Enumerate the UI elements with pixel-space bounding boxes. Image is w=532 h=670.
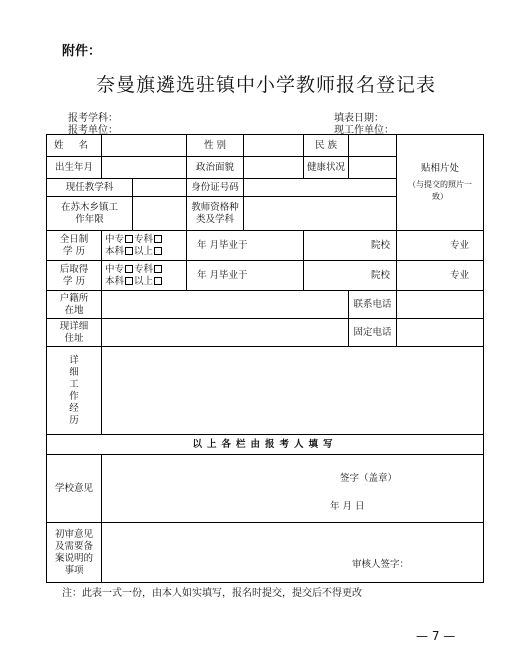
parttime-options[interactable]: 中专 专科 本科 以上 [102, 261, 187, 291]
section-heading: 以上各栏由报考人填写 [47, 435, 484, 455]
footnote: 注：此表一式一份，由本人如实填写，报名时提交，提交后不得更改 [62, 588, 362, 599]
qualification-field[interactable] [244, 197, 397, 231]
years-label: 在苏木乡镇工作年限 [47, 197, 133, 231]
parttime-school: 院校 [304, 261, 397, 291]
gender-field[interactable] [244, 135, 304, 157]
photo-label: 贴相片处 [420, 162, 459, 174]
checkbox-icon[interactable] [125, 265, 133, 273]
id-number-field[interactable] [244, 179, 397, 197]
checkbox-icon[interactable] [125, 247, 133, 255]
current-unit-label: 现工作单位： [334, 125, 394, 136]
political-label: 政治面貌 [187, 157, 244, 179]
school-opinion-label: 学校意见 [47, 455, 102, 523]
fulltime-major: 专业 [397, 231, 484, 261]
fixed-phone-field[interactable] [397, 319, 484, 347]
id-number-label: 身份证号码 [187, 179, 244, 197]
current-subject-label: 现任教学科 [47, 179, 133, 197]
checkbox-icon[interactable] [154, 247, 162, 255]
birth-field[interactable] [102, 157, 187, 179]
name-label: 姓 名 [47, 135, 102, 157]
health-label: 健康状况 [304, 157, 349, 179]
school-opinion-field[interactable] [102, 455, 484, 523]
years-field[interactable] [133, 197, 187, 231]
address-field[interactable] [102, 319, 349, 347]
resume-label: 详细工作经历 [47, 347, 102, 435]
checkbox-icon[interactable] [154, 235, 162, 243]
hukou-label: 户籍所在地 [47, 291, 102, 319]
review-field[interactable] [102, 523, 484, 583]
political-field[interactable] [244, 157, 304, 179]
page-number: — 7 — [416, 629, 456, 643]
resume-field[interactable] [102, 347, 484, 435]
ethnicity-label: 民 族 [304, 135, 349, 157]
parttime-label: 后取得学 历 [47, 261, 102, 291]
parttime-major: 专业 [397, 261, 484, 291]
address-label: 现详细住址 [47, 319, 102, 347]
fulltime-grad: 年 月毕业于 [187, 231, 304, 261]
checkbox-icon[interactable] [154, 277, 162, 285]
subject-label: 报考学科： [68, 113, 118, 124]
fulltime-options[interactable]: 中专 专科 本科 以上 [102, 231, 187, 261]
fill-date-label: 填表日期： [334, 113, 384, 124]
unit-label: 报考单位： [68, 125, 118, 136]
current-subject-field[interactable] [133, 179, 187, 197]
fulltime-school: 院校 [304, 231, 397, 261]
checkbox-icon[interactable] [154, 265, 162, 273]
birth-label: 出生年月 [47, 157, 102, 179]
fulltime-label: 全日制学 历 [47, 231, 102, 261]
contact-phone-field[interactable] [397, 291, 484, 319]
gender-label: 性 别 [187, 135, 244, 157]
reviewer-label: 审核人签字： [352, 559, 410, 570]
qualification-label: 教师资格种类及学科 [187, 197, 244, 231]
review-label: 初审意见及需要备案说明的事项 [47, 523, 102, 583]
parttime-grad: 年 月毕业于 [187, 261, 304, 291]
fixed-phone-label: 固定电话 [349, 319, 397, 347]
ethnicity-field[interactable] [349, 135, 397, 157]
photo-area[interactable] [397, 135, 484, 231]
photo-note: （与提交的照片一致） [408, 179, 472, 201]
attachment-label: 附件： [62, 44, 102, 59]
registration-table [46, 134, 484, 583]
hukou-field[interactable] [102, 291, 349, 319]
name-field[interactable] [102, 135, 187, 157]
sign-seal-label: 签字（盖章） [340, 473, 398, 484]
checkbox-icon[interactable] [125, 235, 133, 243]
checkbox-icon[interactable] [125, 277, 133, 285]
health-field[interactable] [349, 157, 397, 179]
contact-phone-label: 联系电话 [349, 291, 397, 319]
date-line: 年 月 日 [330, 501, 365, 512]
page-title: 奈曼旗遴选驻镇中小学教师报名登记表 [95, 74, 436, 96]
